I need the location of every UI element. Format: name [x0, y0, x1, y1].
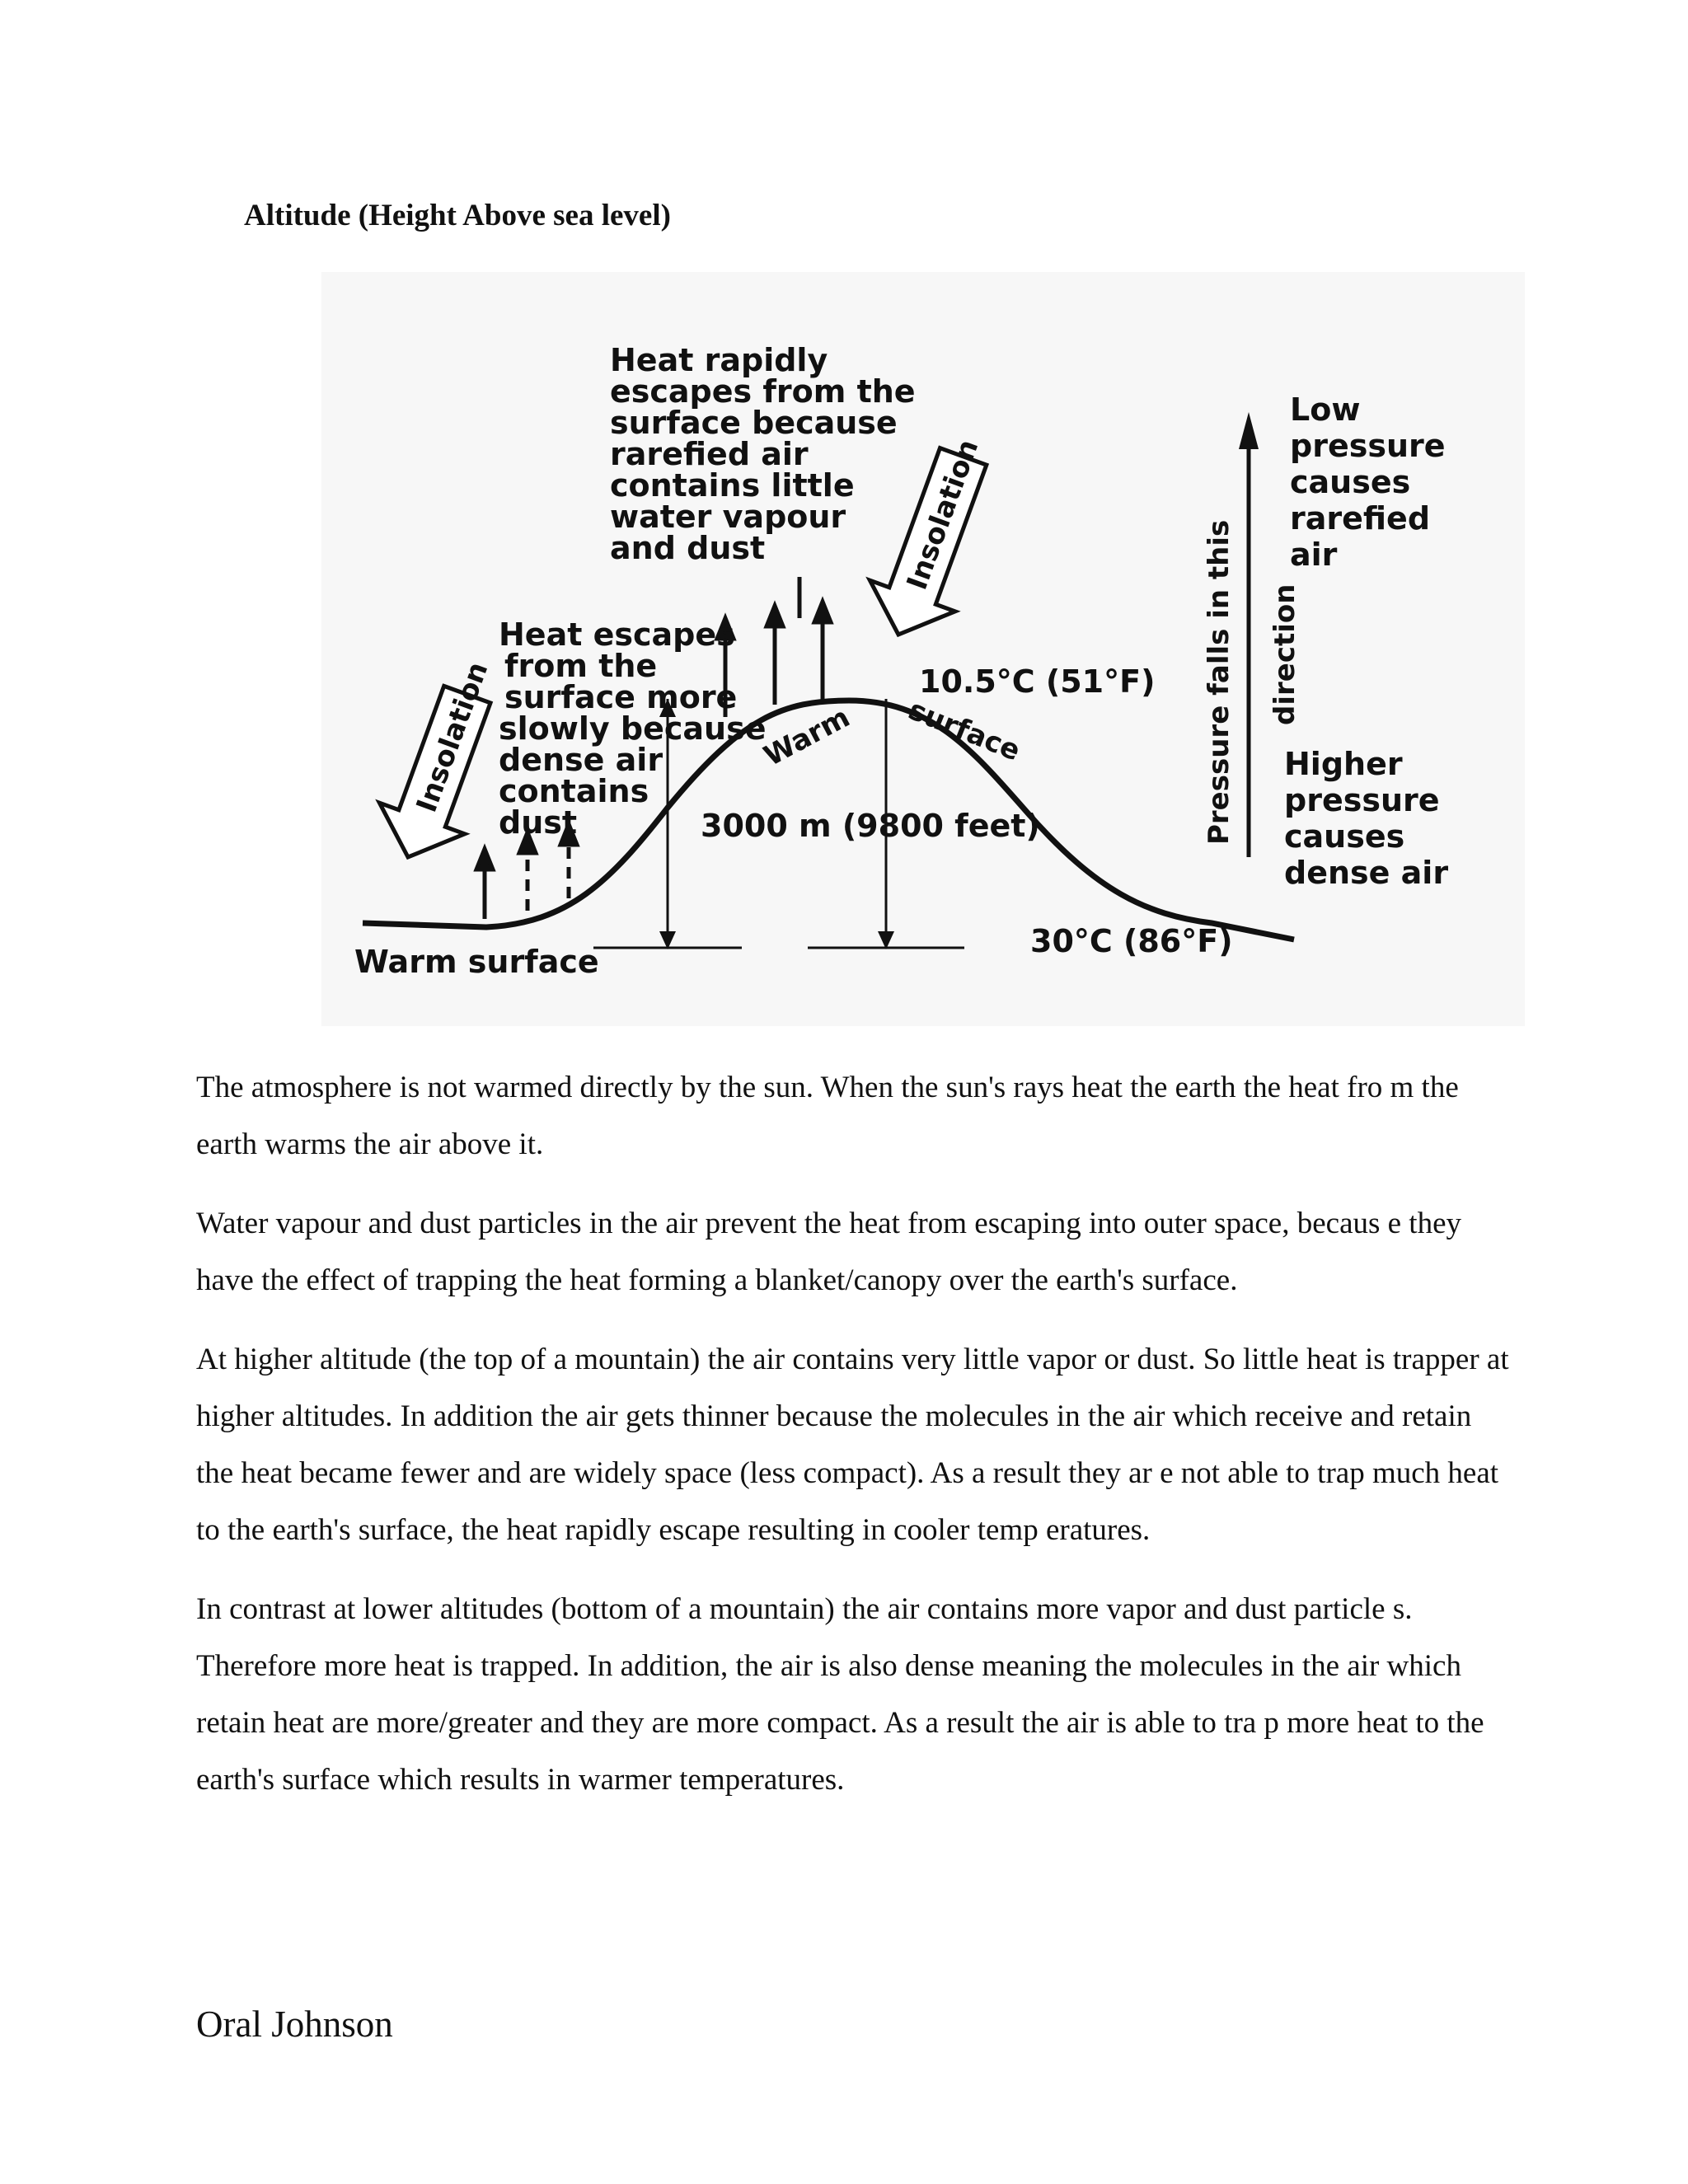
heat-escapes-text: Heat escapes from the surface more slowly because dense air contains dust	[499, 616, 767, 841]
paragraph-3: At higher altitude (the top of a mountain) the air contains very little vapor or dust. So little heat is trapper at higher altitudes. In addition the air gets thinner because the molecules in the air which receive and retain the heat became fewer and are widely space (less compact). As a result they ar e not able to trap much heat to the earth's surface, the heat rapidly escape resulting in cooler temp eratures.	[196, 1343, 1509, 1547]
insolation-arrow-left	[365, 648, 521, 873]
surface-label-summit: surface	[903, 693, 1025, 768]
base-temperature: 30°C (86°F)	[1030, 923, 1233, 959]
paragraph-1: The atmosphere is not warmed directly by the sun. When the sun's rays heat the earth the heat fro m the earth warms the air above it.	[196, 1071, 1459, 1161]
body-text	[196, 1059, 1515, 1830]
pressure-arrow-head	[1239, 412, 1259, 449]
altitude-diagram-svg	[321, 272, 1525, 1026]
paragraph-4: In contrast at lower altitudes (bottom of a mountain) the air contains more vapor and dust particle s. Therefore more heat is trapped. In addition, the air is also dense meaning the molecules in the air which retain heat are more/greater and they are more compact. As a result the air is able to tra p more heat to the earth's surface which results in warmer temperatures.	[196, 1592, 1484, 1797]
heat-rapidly-text: Heat rapidly escapes from the surface because rarefied air contains little water vapour and dust	[610, 342, 916, 566]
pressure-falls-label: Pressure falls in this	[1203, 519, 1236, 845]
warm-label-summit: Warm	[758, 701, 856, 773]
low-pressure-text: Low pressure causes rarefied air	[1290, 391, 1446, 573]
insolation-label-right: Insolation	[900, 435, 986, 594]
summit-temperature: 10.5°C (51°F)	[919, 663, 1156, 700]
warm-surface-label: Warm surface	[354, 944, 599, 980]
higher-pressure-text: Higher pressure causes dense air	[1284, 746, 1449, 891]
height-label: 3000 m (9800 feet)	[701, 808, 1040, 844]
author-name: Oral Johnson	[196, 2004, 393, 2045]
insolation-label-left: Insolation	[410, 658, 495, 817]
pressure-direction-label: direction	[1268, 583, 1301, 725]
altitude-diagram	[321, 272, 1525, 1026]
paragraph-2: Water vapour and dust particles in the air prevent the heat from escaping into outer space, becaus e they have the effect of trapping the heat forming a blanket/canopy over the earth's surface.	[196, 1207, 1462, 1297]
insolation-arrow-right	[856, 425, 1011, 650]
page-heading: Altitude (Height Above sea level)	[244, 199, 671, 232]
